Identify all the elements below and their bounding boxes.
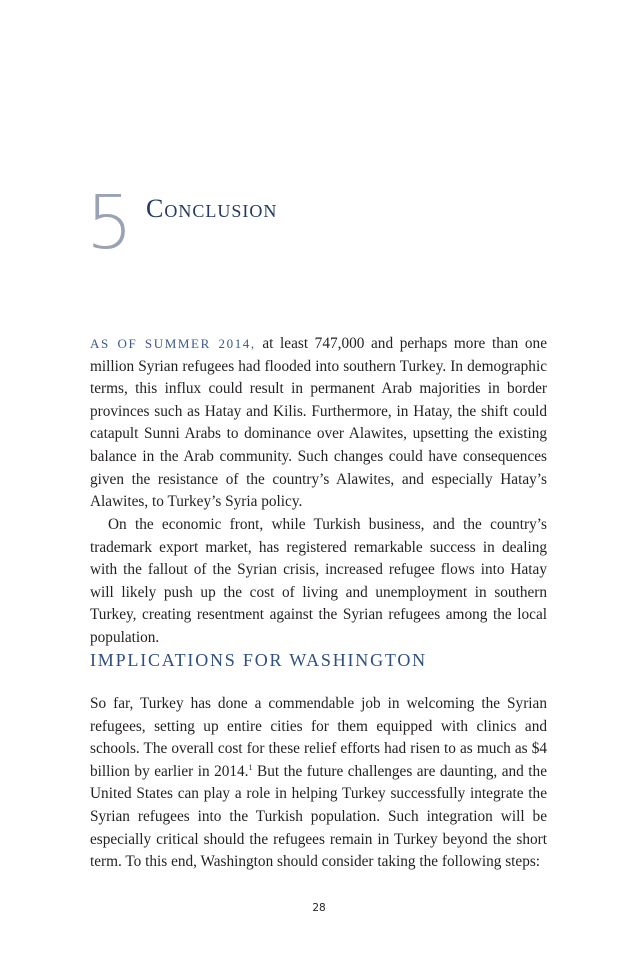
paragraph-economic: On the economic front, while Turkish business, and the country’s trademark export market, has registered remarkable success in dealing with the fallout of the Syrian crisis, increased refugee flows into Hatay will likely push up the cost of living and unemployment in southern Turkey, creating resentment against the Syrian refugees among the local population.	[90, 516, 547, 646]
paragraph-implications-text-b: But the future challenges are daunting, and the United States can play a role in helping Turkey successfully integrate the Syrian refugees into the Turkish population. Such integration will be especially critical should the refugees remain in Turkey beyond the short term. To this end, Washington should consider taking the following steps:	[90, 762, 547, 871]
paragraph-intro	[90, 333, 547, 514]
paragraph-intro-text: at least 747,000 and perhaps more than one million Syrian refugees had flooded into southern Turkey. In demographic terms, this influx could result in permanent Arab majorities in border provinces such as Hatay and Kilis. Furthermore, in Hatay, the shift could catapult Sunni Arabs to dominance over Alawites, upsetting the existing balance in the Arab community. Such changes could have consequences given the resistance of the country’s Alawites, and especially Hatay’s Alawites, to Turkey’s Syria policy.	[90, 335, 547, 511]
paragraph-implications-text-a: So far, Turkey has done a commendable job in welcoming the Syrian refugees, setting up entire cities for them equipped with clinics and schools. The overall cost for these relief efforts had risen to as much as $4 billion by earlier in 2014.	[90, 695, 547, 780]
section-heading: IMPLICATIONS FOR WASHINGTON	[90, 650, 427, 670]
footnote-marker[interactable]: 1	[248, 762, 253, 772]
chapter-number: 5	[86, 180, 134, 266]
paragraph-implications	[90, 693, 547, 874]
paragraph-lead-in: AS OF SUMMER 2014,	[90, 336, 256, 351]
chapter-title: Conclusion	[146, 194, 278, 223]
page-number: 28	[312, 902, 326, 914]
